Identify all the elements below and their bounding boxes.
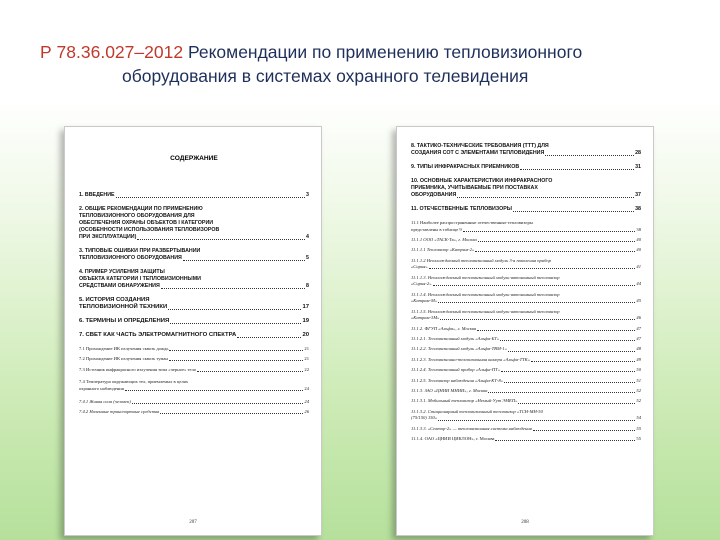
- toc-leader-dots: [160, 413, 303, 414]
- toc-entry-page: 47: [636, 325, 641, 331]
- toc-entry-row: [411, 388, 641, 395]
- toc-entry-page: 19: [302, 318, 309, 324]
- toc-entry-row: [411, 326, 641, 333]
- toc-entry-label: ТЕПЛОВИЗИОННОГО ОБОРУДОВАНИЯ: [79, 255, 182, 261]
- toc-entry-row: [411, 398, 641, 405]
- toc-entry-row: [411, 206, 641, 213]
- toc-entry-label: ПРИ ЭКСПЛУАТАЦИИ): [79, 234, 137, 240]
- toc-entry: [411, 336, 641, 343]
- toc-leader-dots: [520, 169, 634, 170]
- toc-entry-row: [79, 304, 309, 311]
- toc-entry-page: 21: [304, 346, 309, 351]
- toc-entry-line: 11.1.3.2. Стационарный тепловизионный тепловизор «ТСН-МН-50: [411, 408, 543, 414]
- toc-entry-page: 26: [304, 408, 309, 414]
- toc-heading: СОДЕРЖАНИЕ: [170, 155, 218, 162]
- toc-entry: [79, 356, 309, 363]
- toc-entry: [411, 206, 641, 213]
- toc-entry-line: 11.1.1.4. Неохлаждаемый тепловизионный модуль-автономный тепловизор: [411, 291, 560, 297]
- toc-entry: [411, 237, 641, 244]
- toc-entry-page: 40: [636, 236, 641, 242]
- toc-entry-row: [79, 386, 309, 393]
- toc-entry: [411, 220, 641, 233]
- toc-leader-dots: [169, 360, 304, 361]
- toc-page-right: [396, 126, 654, 536]
- toc-entry-row: [411, 336, 641, 343]
- toc-entry: [79, 399, 309, 406]
- toc-entry-label: 7.4.2 Наземные транспортные средства: [79, 408, 160, 414]
- toc-leader-dots: [500, 340, 635, 341]
- toc-entry-label: (75/150) 150»: [411, 415, 438, 421]
- toc-entry-row: [79, 409, 309, 416]
- toc-entry-page: 47: [636, 336, 641, 342]
- toc-leader-dots: [440, 319, 635, 320]
- toc-entry-line: 7.4 Температура окружающих тел, приемлемых в целях: [79, 379, 189, 385]
- toc-entry: [79, 367, 309, 374]
- toc-entry: [79, 332, 309, 339]
- toc-entry-label: ОБОРУДОВАНИЯ: [411, 192, 457, 198]
- toc-entry-row: [411, 150, 641, 157]
- toc-entry-page: 21: [304, 356, 309, 362]
- toc-entry-line: 11.1.1.2 Неохлаждаемый тепловизионный модуль 3-я поколения прибор: [411, 257, 551, 263]
- toc-entry-label: 11.1.3. ЗАО «ЦНИИ МНИИ», г. Москва: [411, 388, 488, 394]
- toc-entry-line: 5. ИСТОРИЯ СОЗДАНИЯ: [79, 297, 150, 303]
- toc-entry-row: [411, 192, 641, 199]
- toc-leader-dots: [463, 231, 636, 232]
- toc-entry-label: 11. ОТЕЧЕСТВЕННЫЕ ТЕПЛОВИЗОРЫ: [411, 206, 512, 212]
- toc-entry-row: [411, 237, 641, 244]
- title-line-2: оборудования в системах охранного телевидения: [122, 66, 529, 86]
- toc-entry-line: 11.1.1.3. Неохлаждаемый тепловизионный модуль-автономный тепловизор: [411, 274, 560, 280]
- toc-entry-row: [411, 415, 641, 422]
- toc-leader-dots: [475, 251, 635, 252]
- toc-entry-row: [411, 367, 641, 374]
- toc-entry-row: [79, 346, 309, 353]
- toc-entry: [411, 436, 641, 443]
- toc-leader-dots: [170, 323, 301, 324]
- toc-entry-line: 8. ТАКТИКО-ТЕХНИЧЕСКИЕ ТРЕБОВАНИЯ (ТТТ) ДЛЯ: [411, 143, 549, 149]
- toc-entry-row: [79, 318, 309, 325]
- toc-entry-line: ОБЪЕКТА КАТЕГОРИИ I ТЕПЛОВИЗИОННЫМИ: [79, 276, 201, 282]
- slide-title: [40, 40, 700, 88]
- toc-leader-dots: [438, 420, 635, 421]
- toc-entry-page: 55: [636, 425, 641, 431]
- toc-entry-row: [411, 346, 641, 353]
- toc-entry-row: [79, 234, 309, 241]
- toc-entry-row: [411, 378, 641, 385]
- toc-entry: [79, 297, 309, 311]
- toc-entries-left: [79, 192, 309, 416]
- toc-entry: [411, 275, 641, 288]
- toc-leader-dots: [508, 351, 635, 352]
- toc-entry: [79, 192, 309, 199]
- toc-entry: [411, 357, 641, 364]
- toc-entry-page: 37: [635, 192, 641, 198]
- toc-entry-page: 49: [636, 356, 641, 362]
- toc-leader-dots: [488, 392, 635, 393]
- toc-entry-row: [79, 399, 309, 406]
- toc-entry-row: [411, 298, 641, 305]
- toc-entry-page: 20: [302, 332, 309, 338]
- toc-leader-dots: [125, 390, 304, 391]
- toc-entry: [411, 346, 641, 353]
- toc-entry-row: [79, 356, 309, 363]
- toc-leader-dots: [161, 288, 305, 289]
- toc-entry: [79, 346, 309, 353]
- toc-entry-page: 8: [306, 283, 309, 289]
- toc-entry-row: [79, 283, 309, 290]
- toc-entry-label: 11.1.3.3. «Сектор-2» — тепловизионная система наблюдения: [411, 425, 532, 431]
- toc-entry: [79, 269, 309, 290]
- toc-leader-dots: [518, 403, 635, 404]
- toc-entry-page: 22: [304, 366, 309, 372]
- toc-entry-row: [411, 247, 641, 254]
- toc-entry-page: 38: [635, 206, 641, 212]
- toc-entry-line: 10. ОСНОВНЫЕ ХАРАКТЕРИСТИКИ ИНФРАКРАСНОГО: [411, 178, 553, 184]
- toc-entry-label: «Сирия»: [411, 264, 428, 270]
- toc-entry-label: 9. ТИПЫ ИНФРАКРАСНЫХ ПРИЕМНИКОВ: [411, 164, 520, 170]
- toc-entry-page: 46: [636, 315, 641, 321]
- toc-entry-label: ТЕПЛОВИЗИОННОЙ ТЕХНИКИ: [79, 304, 168, 310]
- toc-entry-page: 41: [636, 264, 641, 270]
- toc-entry-page: 44: [636, 281, 641, 287]
- toc-page-left: [64, 126, 322, 536]
- toc-entry-label: 11.1.2.5. Тепловизор наблюдения «Альфа-КТ-8»: [411, 377, 504, 383]
- toc-entry-line: 11.1.1.5. Неохлаждаемый тепловизионный модуль-автономный тепловизор: [411, 308, 560, 314]
- page-number-right: 208: [521, 520, 529, 525]
- toc-entry-label: 11.1.2. ФГУП «Альфа», г. Москва: [411, 325, 477, 331]
- toc-entry: [411, 309, 641, 322]
- toc-entry-line: 3. ТИПОВЫЕ ОШИБКИ ПРИ РАЗВЕРТЫВАНИИ: [79, 248, 201, 254]
- toc-leader-dots: [478, 241, 636, 242]
- toc-entry: [79, 318, 309, 325]
- toc-entry-label: 11.1.4. ОАО «ЦНИИ ЦИКЛОН», г. Москва: [411, 436, 495, 442]
- title-line-1: [40, 42, 582, 62]
- toc-leader-dots: [457, 197, 634, 198]
- toc-entry-page: 48: [636, 346, 641, 352]
- toc-entry-line: 4. ПРИМЕР УСИЛЕНИЯ ЗАЩИТЫ: [79, 269, 165, 275]
- toc-entry-line: 11.1 Наиболее распространенные отечественные тепловизоры: [411, 220, 533, 225]
- toc-entry-row: [411, 357, 641, 364]
- toc-entry-row: [411, 281, 641, 288]
- toc-entry-row: [79, 367, 309, 374]
- toc-leader-dots: [504, 382, 635, 383]
- toc-leader-dots: [438, 302, 635, 303]
- toc-entry: [411, 178, 641, 199]
- toc-entry: [411, 409, 641, 422]
- toc-leader-dots: [531, 361, 635, 362]
- toc-entry-label: 7.4.1 Живая сила (человек): [79, 398, 131, 404]
- toc-entry-row: [79, 332, 309, 339]
- toc-entry-page: 51: [636, 377, 641, 383]
- toc-entry: [79, 409, 309, 416]
- toc-entry-row: [411, 264, 641, 271]
- toc-entry-label: 6. ТЕРМИНЫ И ОПРЕДЕЛЕНИЯ: [79, 318, 170, 324]
- toc-entry: [411, 164, 641, 171]
- toc-entries-right: [411, 143, 641, 443]
- toc-entry-row: [79, 255, 309, 262]
- toc-entry-label: представлены в таблице 9: [411, 226, 462, 232]
- toc-entry: [411, 378, 641, 385]
- toc-entry-label: охранного наблюдения: [79, 385, 124, 391]
- toc-entry-page: 28: [635, 150, 641, 156]
- toc-entry-label: 7. СВЕТ КАК ЧАСТЬ ЭЛЕКТРОМАГНИТНОГО СПЕКТРА: [79, 332, 237, 338]
- toc-entry: [79, 206, 309, 241]
- toc-entry-page: 52: [636, 398, 641, 404]
- toc-leader-dots: [183, 260, 305, 261]
- toc-leader-dots: [168, 309, 301, 310]
- toc-entry-label: 11.1.2.1. Тепловизионный модуль «Альфа-БТ»: [411, 336, 500, 342]
- toc-leader-dots: [132, 403, 303, 404]
- toc-entry: [411, 326, 641, 333]
- toc-leader-dots: [237, 337, 301, 338]
- toc-entry-label: СОЗДАНИЯ СОТ С ЭЛЕМЕНТАМИ ТЕПЛОВИДЕНИЯ: [411, 150, 545, 156]
- toc-entry-label: «Катрам-М»: [411, 298, 438, 304]
- toc-entry-label: 7.3 Источник инфракрасного излучения типа «черное» тело: [79, 366, 197, 372]
- toc-entry-row: [411, 164, 641, 171]
- toc-entry-line: (ОСОБЕННОСТИ ИСПОЛЬЗОВАНИЯ ТЕПЛОВИЗОРОВ: [79, 227, 220, 233]
- toc-leader-dots: [501, 371, 635, 372]
- toc-entry: [411, 292, 641, 305]
- toc-entry-page: 50: [636, 367, 641, 373]
- toc-entry: [411, 367, 641, 374]
- toc-entry-row: [411, 315, 641, 322]
- toc-entry-label: 7.1 Прохождение ИК излучения сквозь дождь: [79, 346, 169, 351]
- toc-entry-line: 2. ОБЩИЕ РЕКОМЕНДАЦИИ ПО ПРИМЕНЕНИЮ: [79, 206, 203, 212]
- toc-leader-dots: [197, 371, 303, 372]
- title-text-1: Рекомендации по применению тепловизионного: [187, 42, 583, 62]
- toc-entry-page: 40: [636, 247, 641, 253]
- document-code: Р 78.36.027–2012: [40, 42, 184, 62]
- toc-entry-label: 11.1.3.1. Мобильный тепловизор «Немый-Уут ЭМЕП»: [411, 398, 518, 404]
- toc-leader-dots: [533, 430, 636, 431]
- toc-entry-page: 45: [636, 298, 641, 304]
- toc-entry-page: 5: [306, 255, 309, 261]
- toc-entry: [411, 258, 641, 271]
- toc-entry-row: [411, 426, 641, 433]
- toc-leader-dots: [513, 211, 634, 212]
- toc-entry-label: СРЕДСТВАМИ ОБНАРУЖЕНИЯ: [79, 283, 160, 289]
- toc-entry: [411, 388, 641, 395]
- toc-entry: [79, 379, 309, 392]
- page-number-left: 207: [189, 520, 197, 525]
- toc-entry: [411, 247, 641, 254]
- toc-entry-label: 1. ВВЕДЕНИЕ: [79, 192, 115, 198]
- toc-entry: [79, 248, 309, 262]
- toc-entry-label: «Сирия-2»: [411, 281, 432, 287]
- toc-entry-row: [411, 227, 641, 234]
- toc-entry-page: 24: [304, 385, 309, 391]
- toc-entry-page: 24: [304, 398, 309, 404]
- toc-leader-dots: [116, 197, 306, 198]
- toc-leader-dots: [429, 268, 636, 269]
- toc-entry: [411, 398, 641, 405]
- toc-entry-label: 11.1.1 ООО «ТАСК-Тв», г. Москва: [411, 236, 477, 242]
- toc-entry-page: 3: [306, 192, 309, 198]
- toc-entry: [411, 143, 641, 157]
- toc-entry-line: ОБЕСПЕЧЕНИЯ ОХРАНЫ ОБЪЕКТОВ I КАТЕГОРИИ: [79, 220, 214, 226]
- toc-entry-label: 11.1.2.4. Тепловизионный прибор «Альфа-ПТ»: [411, 367, 501, 373]
- toc-leader-dots: [433, 285, 636, 286]
- toc-entry-label: 7.2 Прохождение ИК излучения сквозь туман: [79, 356, 168, 362]
- toc-entry-page: 55: [636, 436, 641, 442]
- toc-leader-dots: [545, 155, 634, 156]
- toc-entry-page: 52: [636, 388, 641, 394]
- toc-entry-row: [411, 436, 641, 443]
- toc-entry-line: ТЕПЛОВИЗИОННОГО ОБОРУДОВАНИЯ ДЛЯ: [79, 213, 195, 219]
- toc-leader-dots: [495, 440, 635, 441]
- toc-entry-row: [79, 192, 309, 199]
- toc-entry-page: 17: [302, 304, 309, 310]
- toc-entry-page: 31: [635, 164, 641, 170]
- toc-entry-page: 54: [636, 415, 641, 421]
- toc-entry: [411, 426, 641, 433]
- toc-entry-label: «Катрам-3М»: [411, 315, 440, 321]
- toc-leader-dots: [137, 239, 305, 240]
- toc-entry-label: 11.1.1.1 Тепловизор «Катрам-2»: [411, 247, 475, 253]
- toc-entry-page: 38: [636, 226, 641, 232]
- toc-leader-dots: [169, 350, 303, 351]
- toc-entry-line: ПРИЕМНИКА, УЧИТЫВАЕМЫЕ ПРИ ПОСТАВКАХ: [411, 185, 538, 191]
- toc-entry-label: 11.1.2.2. Тепловизионный модуль «Альфа-ТВМ-1»: [411, 346, 507, 352]
- toc-entry-label: 11.1.2.3. Тепловизионно-телевизионная камера «Альфа-ТТК»: [411, 356, 531, 362]
- toc-leader-dots: [477, 330, 635, 331]
- toc-entry-page: 4: [306, 234, 309, 240]
